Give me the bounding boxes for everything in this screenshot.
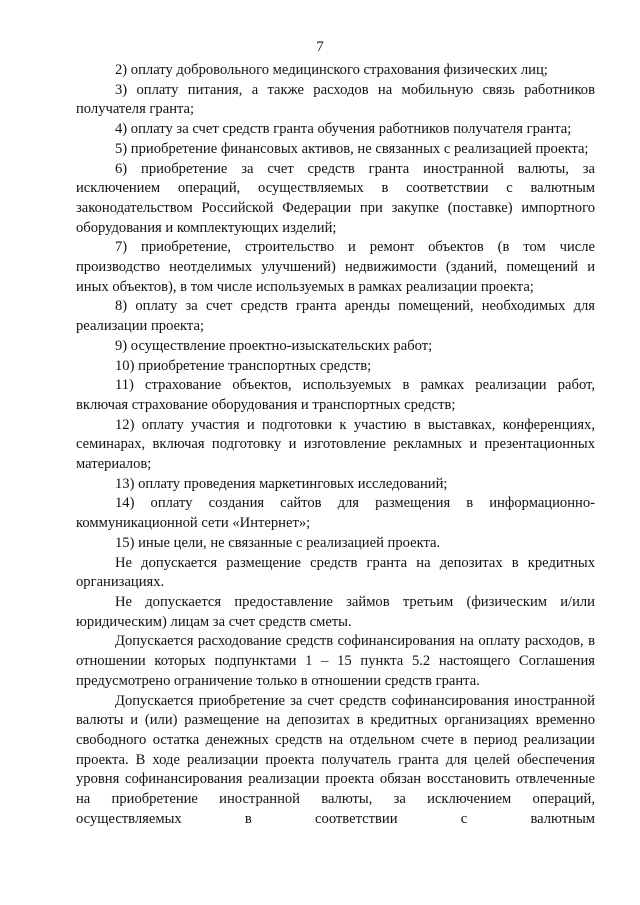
list-item-5: 5) приобретение финансовых активов, не связанных с реализацией проекта;	[115, 140, 589, 157]
list-item-2: 2) оплату добровольного медицинского страхования физических лиц;	[115, 62, 548, 78]
page-number: 7	[316, 39, 324, 55]
list-item-10: 10) приобретение транспортных средств;	[115, 357, 372, 374]
list-item-13: 13) оплату проведения маркетинговых исследований;	[115, 475, 448, 492]
list-item-12: 12) оплату участия и подготовки к участию в выставках, конференциях, семинарах, включая подготовку и изготовление рекламных и презентационных материалов;	[76, 416, 595, 473]
paragraph-cofinancing-allowed: Допускается расходование средств софинансирования на оплату расходов, в отношении которых подпунктами 1 – 15 пункта 5.2 настоящего Соглашения предусмотрено ограничение только в отношении средств гранта.	[76, 633, 595, 689]
list-item-3: 3) оплату питания, а также расходов на мобильную связь работников получателя гранта;	[76, 81, 595, 118]
list-item-9: 9) осуществление проектно-изыскательских работ;	[115, 337, 433, 354]
list-item-14: 14) оплату создания сайтов для размещения в информационно-коммуникационной сети «Интернет»;	[76, 495, 595, 532]
list-item-8: 8) оплату за счет средств гранта аренды помещений, необходимых для реализации проекта;	[76, 298, 595, 335]
list-item-6: 6) приобретение за счет средств гранта иностранной валюты, за исключением операций, осуществляемых в соответствии с валютным законодательством Российской Федерации при закупке (поставке) импортного оборудования и комплектующих изделий;	[76, 160, 595, 236]
list-item-15: 15) иные цели, не связанные с реализацией проекта.	[115, 534, 441, 551]
paragraph-loans-prohibited: Не допускается предоставление займов третьим (физическим и/или юридическим) лицам за счет средств сметы.	[76, 593, 595, 630]
paragraph-currency-purchase: Допускается приобретение за счет средств софинансирования иностранной валюты и (или) размещение на депозитах в кредитных организациях временно свободного остатка денежных средств на отдельном счете в период реализации проекта. В ходе реализации проекта получатель гранта для целей обеспечения уровня софинансирования реализации проекта обязан восстановить отвлеченные на приобретение иностранной валюты, за исключением операций, осуществляемых в соответствии с валютным	[76, 692, 595, 827]
list-item-7: 7) приобретение, строительство и ремонт объектов (в том числе производство неотделимых улучшений) недвижимости (зданий, помещений и иных объектов), в том числе используемых в рамках реализации проекта;	[76, 239, 595, 295]
list-item-11: 11) страхование объектов, используемых в рамках реализации работ, включая страхование оборудования и транспортных средств;	[76, 377, 595, 413]
paragraph-deposits-prohibited: Не допускается размещение средств гранта на депозитах в кредитных организациях.	[76, 554, 595, 591]
list-item-4: 4) оплату за счет средств гранта обучения работников получателя гранта;	[115, 121, 572, 138]
document-body	[76, 61, 595, 829]
